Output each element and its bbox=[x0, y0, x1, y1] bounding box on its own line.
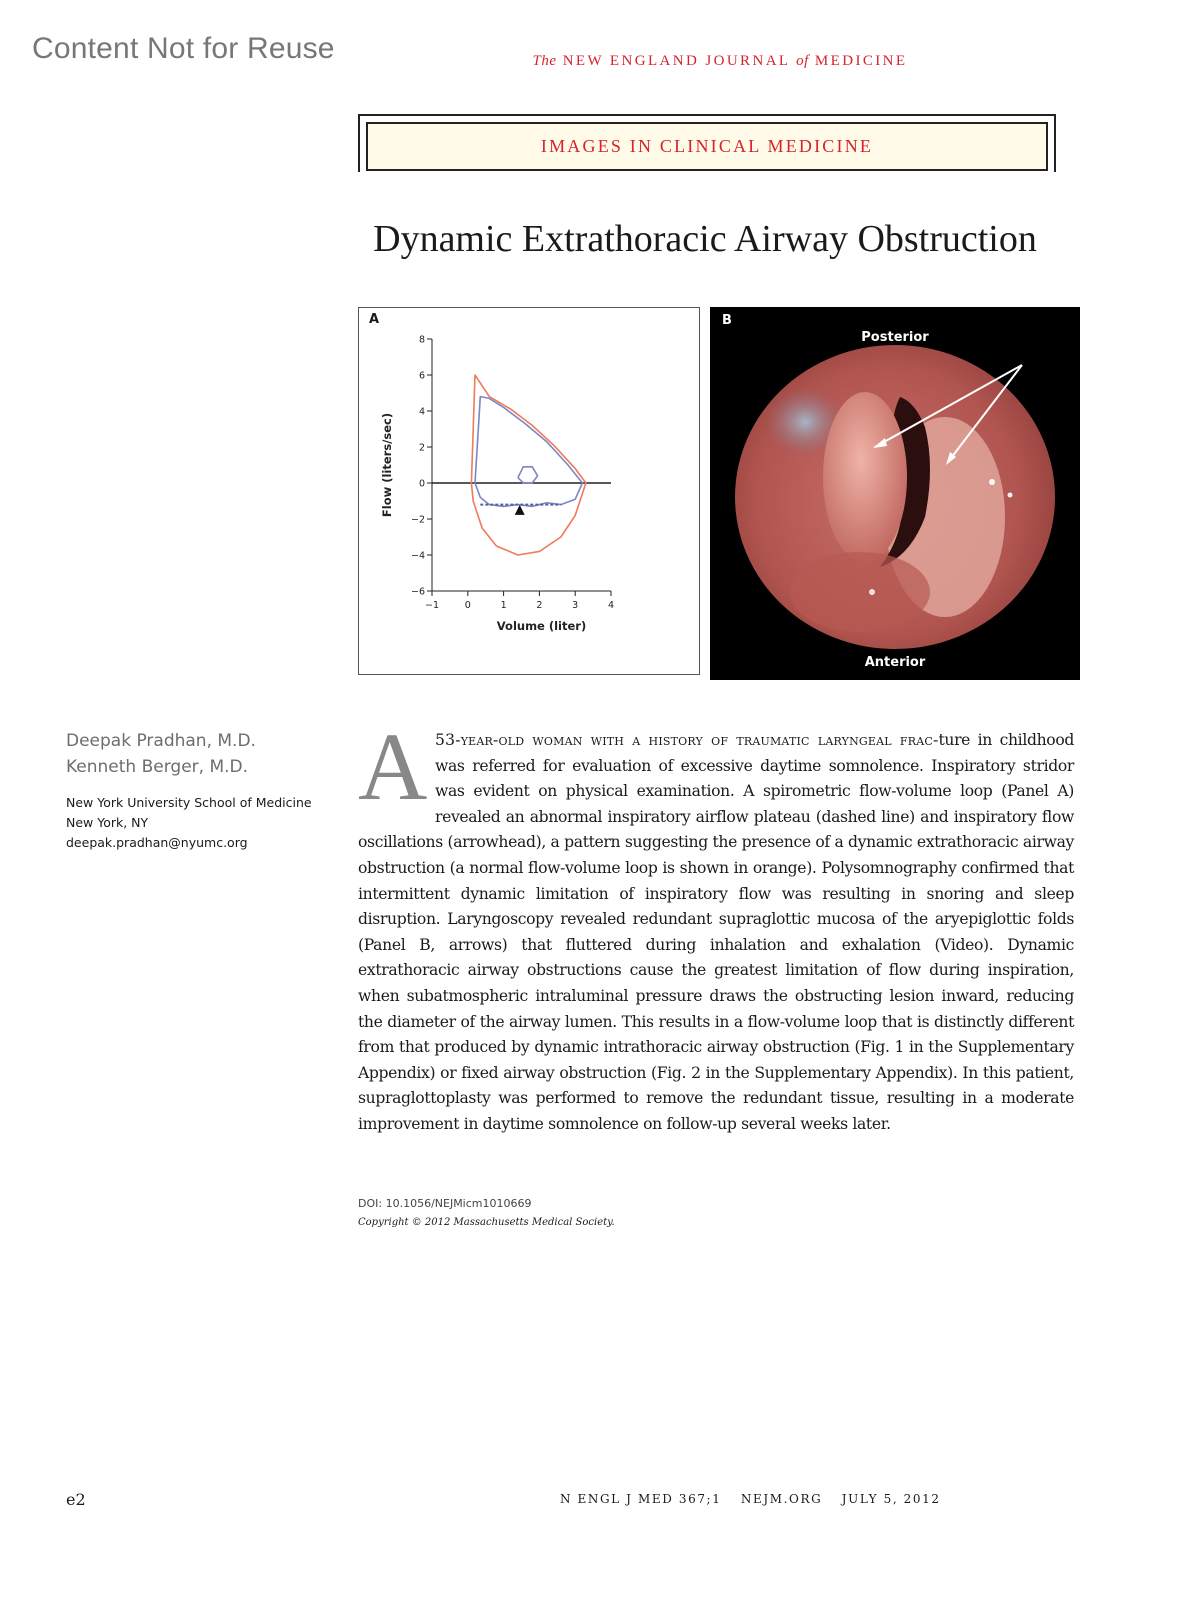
y-tick-label: 0 bbox=[418, 478, 425, 490]
x-tick-label: 2 bbox=[536, 600, 543, 611]
label-posterior: Posterior bbox=[861, 330, 929, 345]
y-tick-label: 4 bbox=[418, 406, 425, 418]
footer bbox=[560, 1492, 941, 1506]
affiliation-email[interactable]: deepak.pradhan@nyumc.org bbox=[66, 835, 248, 850]
footer-journal: N ENGL J MED 367;1 bbox=[560, 1492, 722, 1506]
y-tick-label: 8 bbox=[418, 334, 425, 346]
y-tick-label: −2 bbox=[410, 514, 425, 526]
body-text: ture in childhood was referred for evaluation of excessive daytime somnolence. Inspiratory stridor was evident on physical examination. A spirometric flow-volume loop (Panel A) revealed an abnormal inspiratory airflow plateau (dashed line) and inspiratory flow oscillations (arrowhead), a pattern suggesting the presence of a dynamic extrathoracic airway obstruction (a normal flow-volume loop is shown in orange). Polysomnography confirmed that intermittent dynamic limitation of inspiratory flow was resulting in snoring and sleep disruption. Laryngoscopy revealed redundant supraglottic mucosa of the aryepiglottic folds (Panel B, arrows) that fluttered during inhalation and exhalation (Video). Dynamic extrathoracic airway obstructions cause the greatest limitation of flow during inspiration, when subatmospheric intraluminal pressure draws the obstructing lesion inward, reducing the diameter of the airway lumen. This results in a flow-volume loop that is distinctly different from that produced by dynamic intrathoracic airway obstruction (Fig. 1 in the Supplementary Appendix) or fixed airway obstruction (Fig. 2 in the Supplementary Appendix). In this patient, supraglottoplasty was performed to remove the redundant tissue, resulting in a moderate improvement in daytime somnolence on follow-up several weeks later. bbox=[358, 731, 1074, 1133]
affiliation-city: New York, NY bbox=[66, 815, 149, 830]
running-head-the: The bbox=[532, 53, 557, 69]
y-tick-label: 6 bbox=[418, 370, 425, 382]
running-head-journal: NEW ENGLAND JOURNAL bbox=[562, 53, 790, 69]
label-anterior: Anterior bbox=[864, 655, 926, 670]
panel-b-letter: B bbox=[722, 313, 732, 328]
series-4-line bbox=[518, 467, 538, 483]
page-number: e2 bbox=[66, 1490, 86, 1509]
y-tick-label: −4 bbox=[410, 550, 425, 562]
doi[interactable]: DOI: 10.1056/NEJMicm1010669 bbox=[358, 1197, 532, 1210]
panel-a-letter: A bbox=[369, 312, 380, 327]
x-tick-label: −1 bbox=[424, 600, 440, 611]
watermark: Content Not for Reuse bbox=[32, 32, 335, 65]
y-axis-label: Flow (liters/sec) bbox=[380, 412, 394, 518]
affiliation-institution: New York University School of Medicine bbox=[66, 795, 312, 810]
series-2-line bbox=[475, 397, 582, 507]
x-tick-label: 1 bbox=[500, 600, 507, 611]
running-head-of: of bbox=[796, 53, 809, 69]
article-body bbox=[358, 713, 1074, 1138]
affiliation bbox=[66, 793, 312, 853]
running-head-medicine: MEDICINE bbox=[814, 53, 908, 69]
x-tick-label: 4 bbox=[607, 600, 615, 611]
section-banner bbox=[358, 114, 1056, 172]
author-1: Deepak Pradhan, M.D. bbox=[66, 731, 256, 751]
y-tick-label: −6 bbox=[410, 586, 425, 598]
x-axis-label: Volume (liter) bbox=[496, 619, 587, 633]
flow-volume-chart bbox=[359, 308, 699, 674]
left-aryepiglottic-fold bbox=[823, 392, 907, 562]
author-list bbox=[66, 728, 256, 780]
y-tick-label: 2 bbox=[418, 442, 425, 454]
figure-panel-a bbox=[358, 307, 700, 675]
laryngoscopy-image bbox=[710, 307, 1080, 680]
copyright: Copyright © 2012 Massachusetts Medical Society. bbox=[358, 1217, 615, 1228]
x-tick-label: 3 bbox=[572, 600, 579, 611]
drop-cap: A bbox=[358, 713, 427, 820]
lead-in: 53-year-old woman with a history of traumatic laryngeal frac- bbox=[434, 731, 939, 749]
section-label: IMAGES IN CLINICAL MEDICINE bbox=[366, 122, 1048, 171]
arrowhead-marker bbox=[515, 505, 525, 515]
footer-date: JULY 5, 2012 bbox=[841, 1492, 941, 1506]
author-2: Kenneth Berger, M.D. bbox=[66, 757, 249, 777]
footer-site: NEJM.ORG bbox=[740, 1492, 823, 1506]
article-title: Dynamic Extrathoracic Airway Obstruction bbox=[373, 218, 1037, 260]
x-tick-label: 0 bbox=[464, 600, 471, 611]
figure-panel-b bbox=[710, 307, 1080, 680]
